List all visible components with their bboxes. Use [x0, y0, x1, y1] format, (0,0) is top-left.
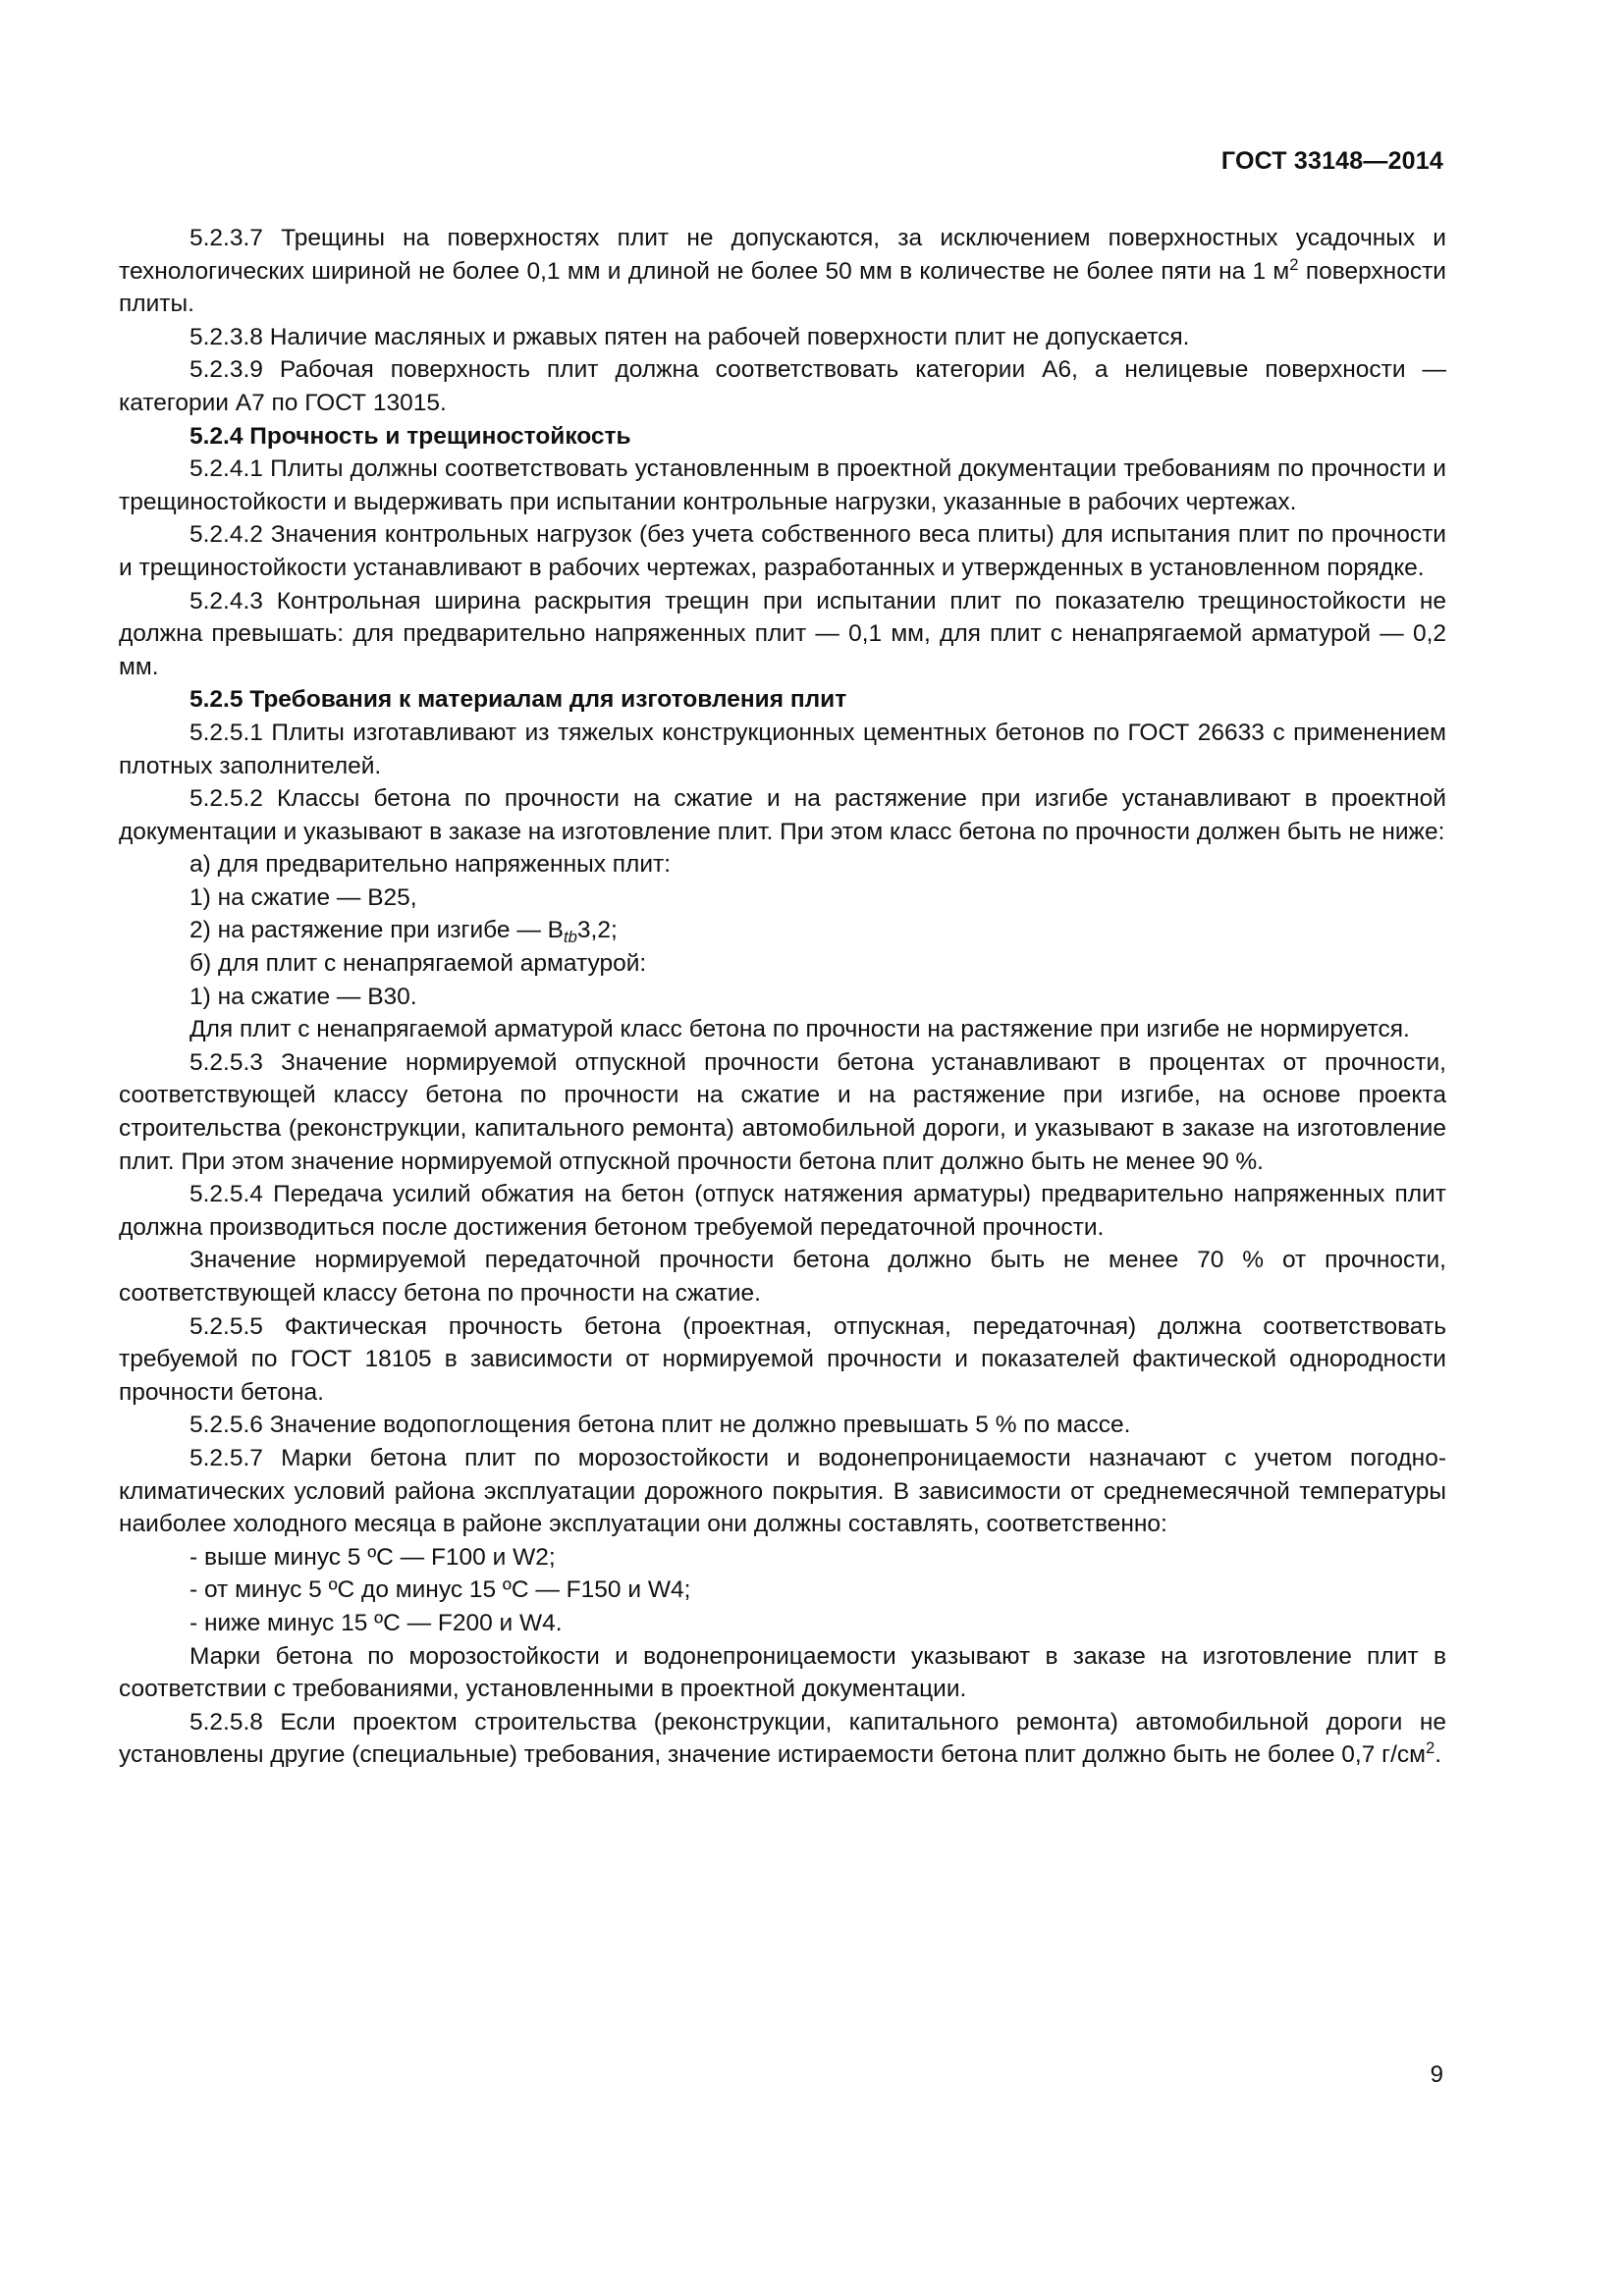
dash-item-3: - ниже минус 15 ºС — F200 и W4. — [189, 1609, 563, 1636]
list-item-b-1: 1) на сжатие — В30. — [189, 983, 417, 1010]
list-item-a-2: 2) на растяжение при изгибе — $В_{tb}3,2$; — [189, 917, 618, 947]
dash-item-2: - от минус 5 ºС до минус 15 ºС — F150 и W4; — [189, 1576, 691, 1604]
section-heading-5-2-4: 5.2.4 Прочность и трещиностойкость — [189, 422, 631, 450]
list-item-a: а) для предварительно напряженных плит: — [189, 851, 672, 879]
clause-5-2-5-6: 5.2.5.6 Значение водопоглощения бетона плит не должно превышать 5 % по массе. — [189, 1412, 1131, 1439]
section-heading-5-2-5: 5.2.5 Требования к материалам для изготовления плит — [189, 686, 847, 714]
clause-5-2-5-1: 5.2.5.1 Плиты изготавливают из тяжелых конструкционных цементных бетонов по ГОСТ 26633 с применением плотных заполнителей. — [119, 719, 1446, 779]
page-number: 9 — [1430, 2061, 1443, 2088]
list-item-b: б) для плит с ненапрягаемой арматурой: — [189, 950, 647, 978]
list-item-a-1: 1) на сжатие — В25, — [189, 883, 417, 911]
superscript-2: 2 — [1426, 1738, 1435, 1758]
clause-5-2-5-4-continuation: Значение нормируемой передаточной прочности бетона должно быть не менее 70 % от прочности, соответствующей классу бетона по прочности на сжатие. — [119, 1247, 1446, 1307]
clause-5-2-3-8: 5.2.3.8 Наличие масляных и ржавых пятен на рабочей поверхности плит не допускается. — [189, 323, 1190, 350]
dash-item-1: - выше минус 5 ºС — F100 и W2; — [189, 1543, 556, 1571]
clause-5-2-4-3: 5.2.4.3 Контрольная ширина раскрытия трещин при испытании плит по показателю трещиностойкости не должна превышать: для предварительно напряженных плит — 0,1 мм, для плит с ненапрягаемой арматурой — 0,2 мм. — [119, 587, 1446, 680]
clause-5-2-3-9: 5.2.3.9 Рабочая поверхность плит должна соответствовать категории А6, а нелицевые поверхности — категории А7 по ГОСТ 13015. — [119, 356, 1446, 416]
clause-5-2-5-4: 5.2.5.4 Передача усилий обжатия на бетон (отпуск натяжения арматуры) предварительно напряженных плит должна производиться после достижения бетоном требуемой передаточной прочности. — [119, 1181, 1446, 1241]
clause-5-2-5-7-continuation: Марки бетона по морозостойкости и водонепроницаемости указывают в заказе на изготовление плит в соответствии с требованиями, установленными в проектной документации. — [119, 1642, 1446, 1703]
subscript-tb: tb — [563, 928, 577, 947]
superscript-2: 2 — [1289, 254, 1299, 274]
clause-5-2-5-7: 5.2.5.7 Марки бетона плит по морозостойкости и водонепроницаемости назначают с учетом погодно-климатических условий района эксплуатации дорожного покрытия. В зависимости от среднемесячной температуры наиболее холодного месяца в районе эксплуатации они должны составлять, соответственно: — [119, 1444, 1446, 1538]
document-body — [119, 222, 1446, 1772]
clause-5-2-5-5: 5.2.5.5 Фактическая прочность бетона (проектная, отпускная, передаточная) должна соответствовать требуемой по ГОСТ 18105 в зависимости от нормируемой прочности и показателей фактической однородности прочности бетона. — [119, 1312, 1446, 1406]
clause-5-2-5-8: 5.2.5.8 Если проектом строительства (реконструкции, капитального ремонта) автомобильной дороги не установлены другие (специальные) требования, значение истираемости бетона плит должно быть не более 0,7 $г/см^2$. — [119, 1708, 1446, 1769]
note-tensile-not-normed: Для плит с ненапрягаемой арматурой класс бетона по прочности на растяжение при изгибе не нормируется. — [189, 1016, 1410, 1043]
clause-5-2-5-2: 5.2.5.2 Классы бетона по прочности на сжатие и на растяжение при изгибе устанавливают в проектной документации и указывают в заказе на изготовление плит. При этом класс бетона по прочности должен быть не ниже: — [119, 785, 1446, 845]
clause-5-2-3-7: 5.2.3.7 Трещины на поверхностях плит не допускаются, за исключением поверхностных усадочных и технологических шириной не более 0,1 мм и длиной не более 50 мм в количестве не более пяти на 1 $м^2$ поверхности плиты. — [119, 225, 1446, 318]
clause-5-2-4-1: 5.2.4.1 Плиты должны соответствовать установленным в проектной документации требованиям по прочности и трещиностойкости и выдерживать при испытании контрольные нагрузки, указанные в рабочих чертежах. — [119, 455, 1446, 515]
clause-5-2-4-2: 5.2.4.2 Значения контрольных нагрузок (без учета собственного веса плиты) для испытания плит по прочности и трещиностойкости устанавливают в рабочих чертежах, разработанных и утвержденных в установленном порядке. — [119, 521, 1446, 581]
document-code-header: ГОСТ 33148—2014 — [1220, 147, 1443, 175]
clause-5-2-5-3: 5.2.5.3 Значение нормируемой отпускной прочности бетона устанавливают в процентах от прочности, соответствующей классу бетона по прочности на сжатие и на растяжение при изгибе, на основе проекта строительства (реконструкции, капитального ремонта) автомобильной дороги, и указывают в заказе на изготовление плит. При этом значение нормируемой отпускной прочности бетона плит должно быть не менее 90 %. — [119, 1048, 1446, 1175]
